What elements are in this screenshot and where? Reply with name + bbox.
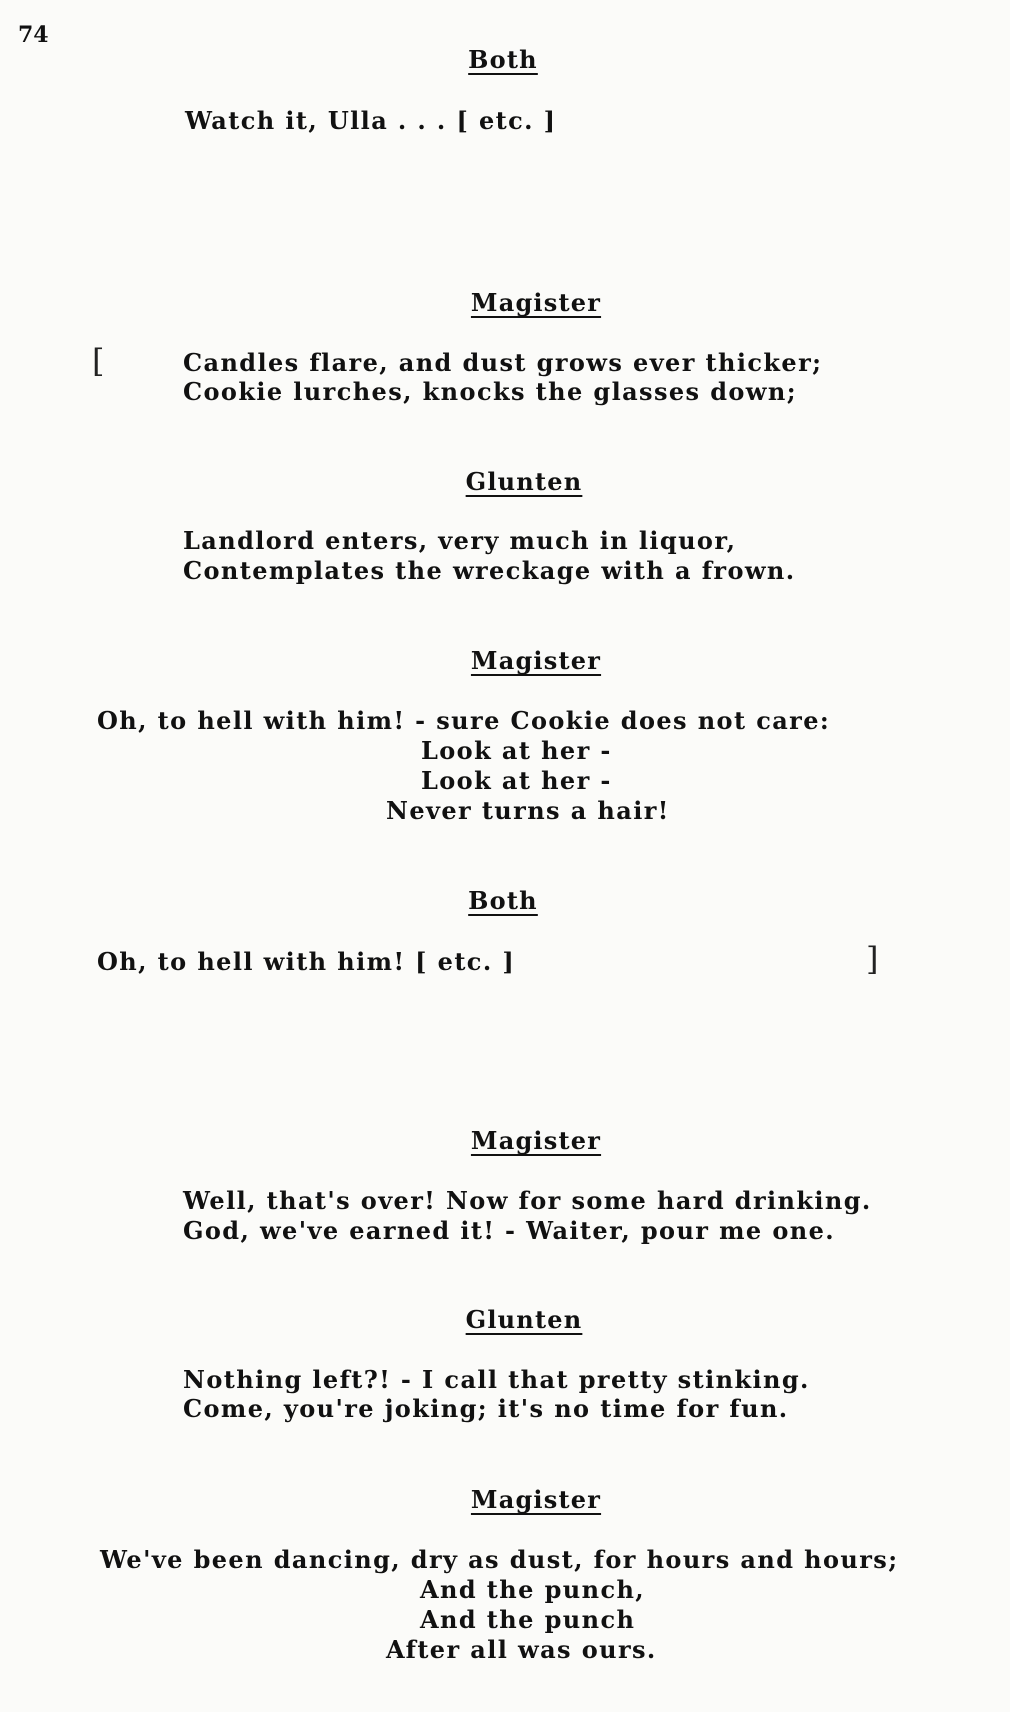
speaker-heading: Glunten [465,1305,583,1334]
verse-line: After all was ours. [386,1635,657,1664]
verse-line: Candles flare, and dust grows ever thicker; [183,348,823,377]
verse-line: Oh, to hell with him! - sure Cookie does not care: [97,706,831,735]
speaker-heading: Both [468,45,538,74]
speaker-heading: Magister [470,1485,602,1514]
verse-line: And the punch [420,1605,636,1634]
verse-line: Look at her - [421,736,612,765]
verse-line: Never turns a hair! [386,796,670,825]
verse-line: Nothing left?! - I call that pretty stinking. [183,1365,810,1394]
verse-line: Look at her - [421,766,612,795]
speaker-heading: Glunten [465,467,583,496]
verse-line: Cookie lurches, knocks the glasses down; [183,377,797,406]
verse-line: Come, you're joking; it's no time for fun. [183,1394,789,1423]
page-number: 74 [18,22,49,48]
verse-line: Landlord enters, very much in liquor, [183,526,737,555]
speaker-heading: Both [468,886,538,915]
verse-line: Well, that's over! Now for some hard drinking. [183,1186,872,1215]
verse-line: God, we've earned it! - Waiter, pour me one. [183,1216,836,1245]
verse-line: Contemplates the wreckage with a frown. [183,556,796,585]
margin-bracket-right: ] [866,940,879,978]
verse-line: Oh, to hell with him! [ etc. ] [97,947,516,976]
speaker-heading: Magister [470,1126,602,1155]
verse-line: We've been dancing, dry as dust, for hours and hours; [100,1545,899,1574]
speaker-heading: Magister [470,646,602,675]
verse-line: Watch it, Ulla . . . [ etc. ] [185,106,557,135]
margin-bracket-left: [ [92,342,105,380]
verse-line: And the punch, [420,1575,646,1604]
speaker-heading: Magister [470,288,602,317]
